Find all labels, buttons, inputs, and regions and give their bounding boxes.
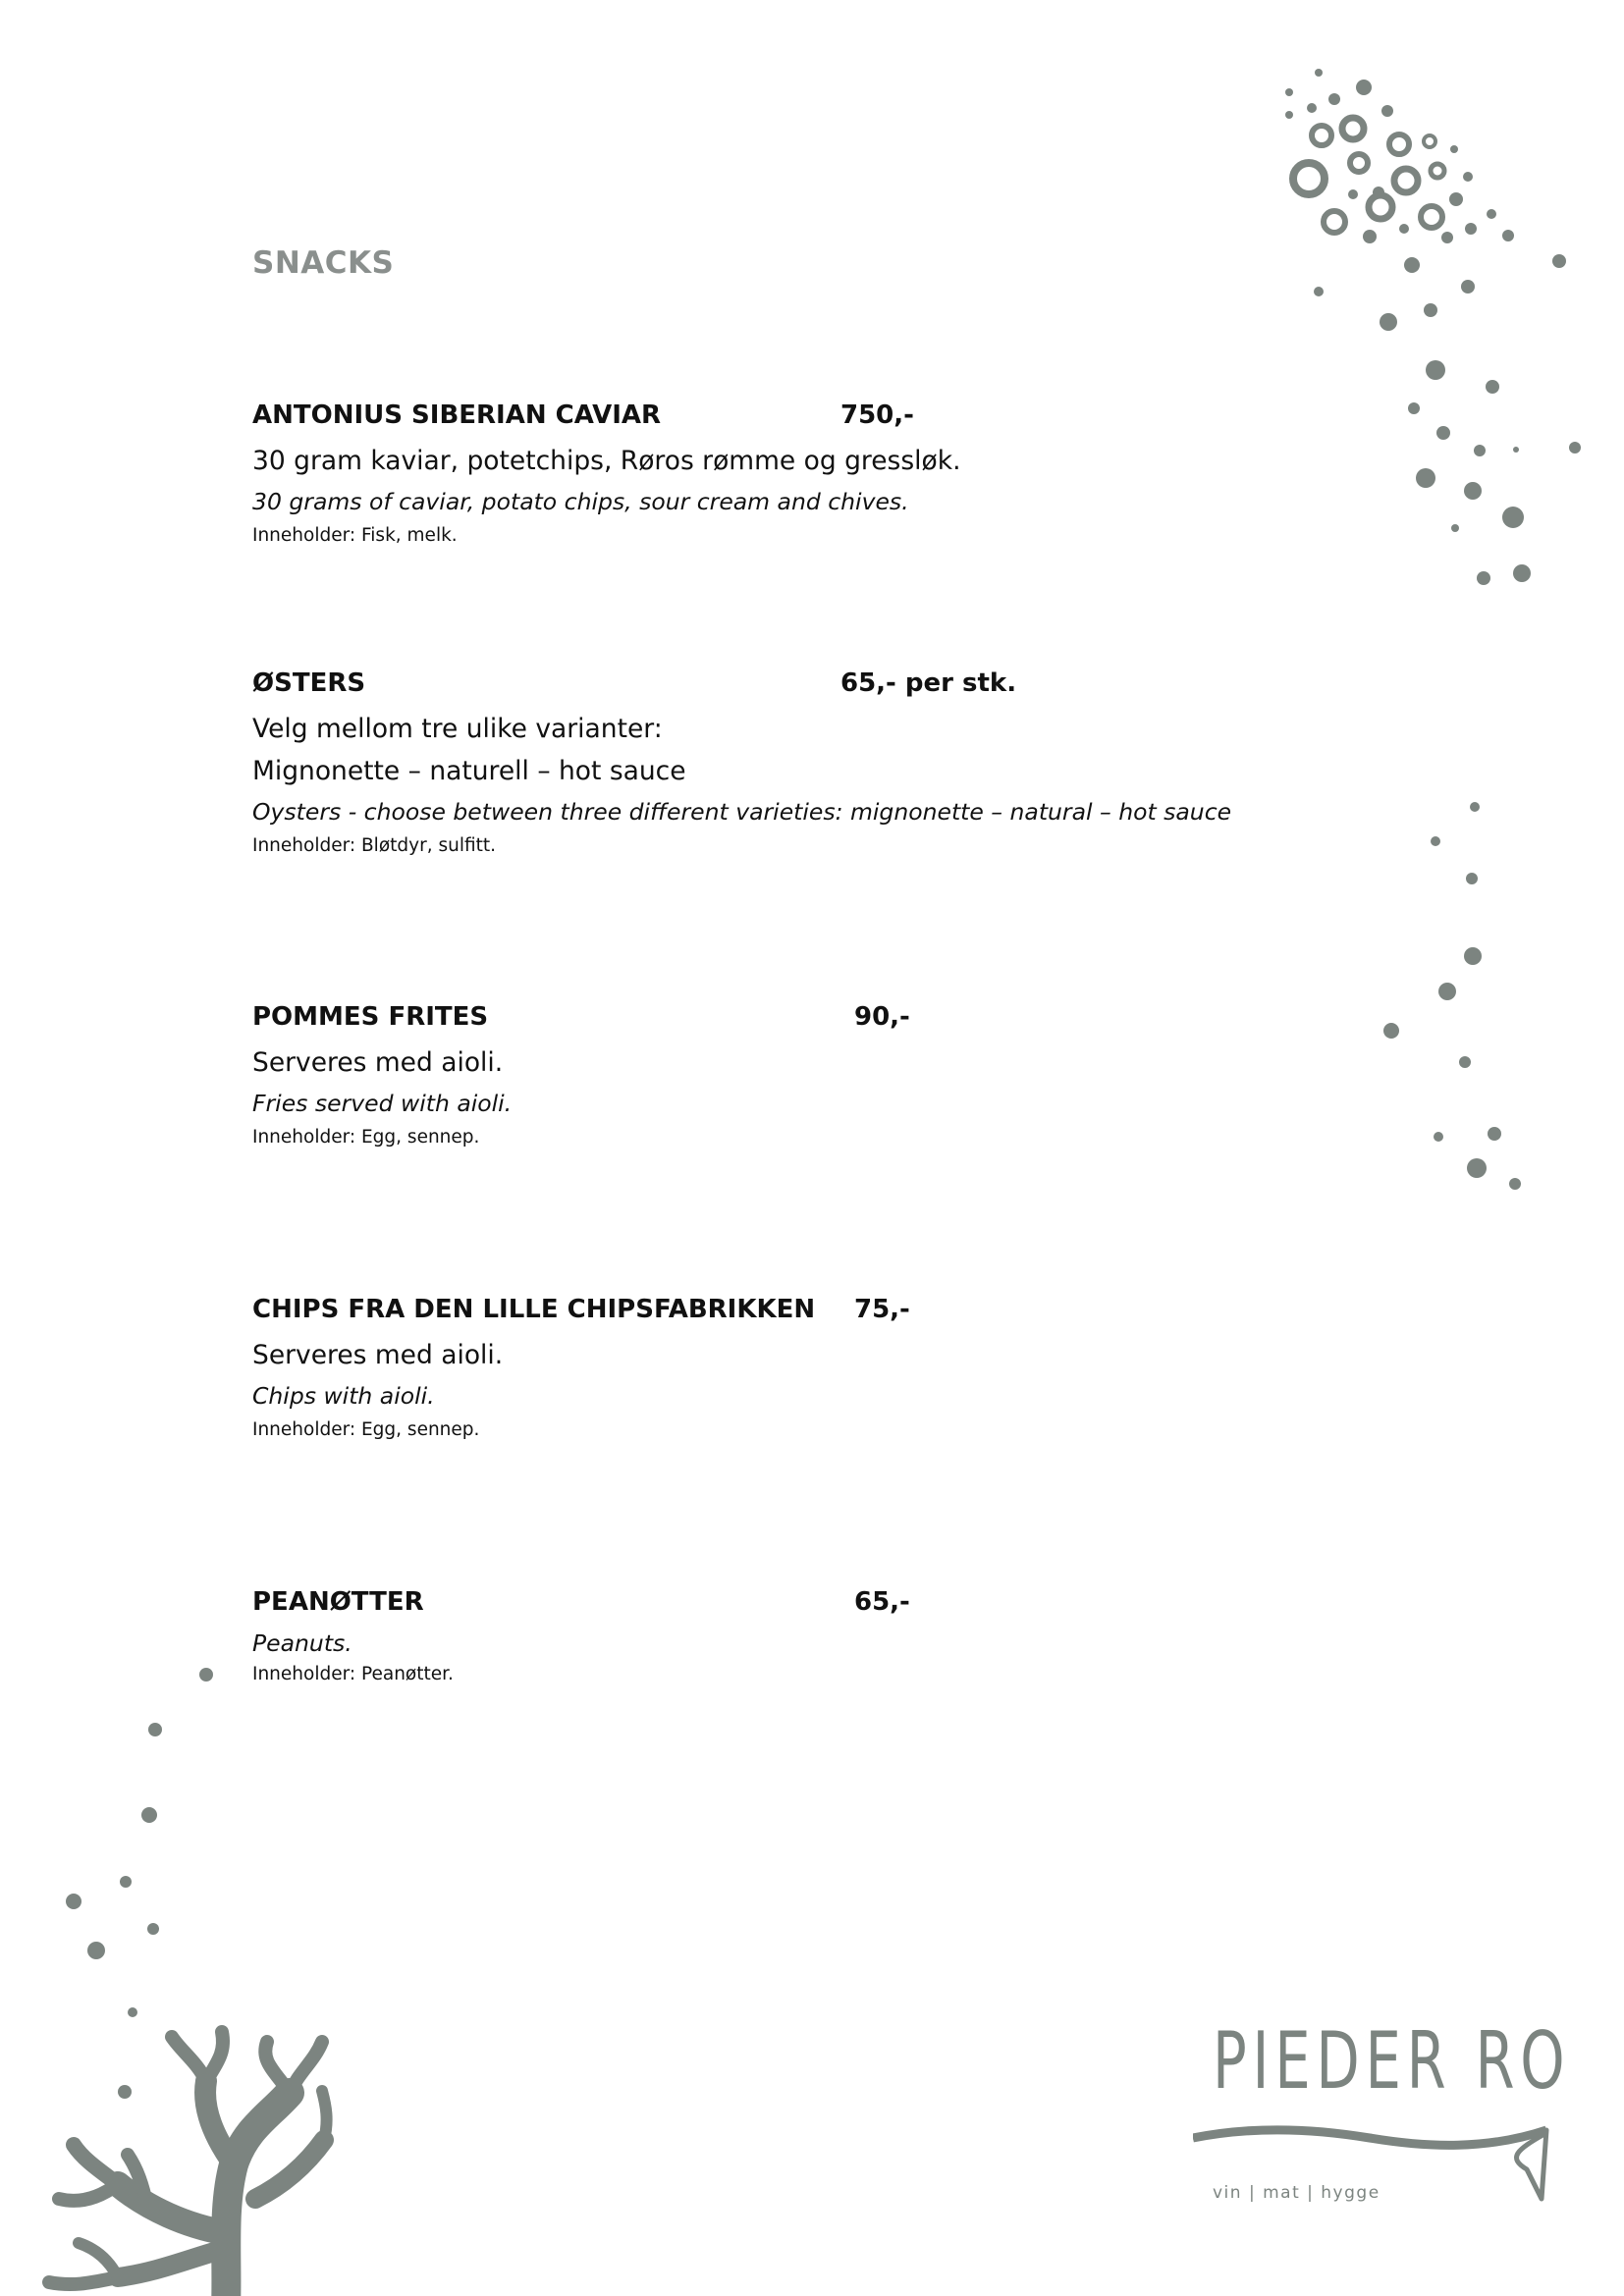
menu-item bbox=[252, 1002, 1234, 1152]
item-description-no: 30 gram kaviar, potetchips, Røros rømme og gressløk. bbox=[252, 446, 961, 476]
item-allergens: Inneholder: Peanøtter. bbox=[252, 1664, 454, 1684]
item-description-no: Mignonette – naturell – hot sauce bbox=[252, 756, 686, 786]
item-price: 65,- per stk. bbox=[840, 668, 1017, 698]
item-price: 750,- bbox=[840, 400, 914, 430]
item-description-no: Velg mellom tre ulike varianter: bbox=[252, 714, 663, 744]
item-name: ØSTERS bbox=[252, 668, 366, 698]
item-allergens: Inneholder: Egg, sennep. bbox=[252, 1419, 480, 1440]
item-name: ANTONIUS SIBERIAN CAVIAR bbox=[252, 400, 662, 430]
item-name: CHIPS FRA DEN LILLE CHIPSFABRIKKEN bbox=[252, 1295, 816, 1324]
logo-name: PIEDER RO bbox=[1213, 2015, 1571, 2107]
item-description-en: Chips with aioli. bbox=[252, 1382, 435, 1410]
item-name: PEANØTTER bbox=[252, 1587, 424, 1617]
brand-logo bbox=[1193, 2015, 1571, 2218]
item-allergens: Inneholder: Bløtdyr, sulfitt. bbox=[252, 835, 496, 856]
item-description-en: 30 grams of caviar, potato chips, sour cream and chives. bbox=[252, 488, 909, 515]
item-description-en: Oysters - choose between three different varieties: mignonette – natural – hot sauce bbox=[252, 798, 1232, 826]
logo-tagline: vin | mat | hygge bbox=[1213, 2183, 1380, 2203]
item-price: 75,- bbox=[854, 1295, 910, 1324]
menu-item bbox=[252, 668, 1234, 861]
item-name: POMMES FRITES bbox=[252, 1002, 489, 1032]
menu-item bbox=[252, 400, 1234, 551]
coral-illustration bbox=[49, 2032, 327, 2296]
item-description-no: Serveres med aioli. bbox=[252, 1340, 504, 1370]
item-price: 90,- bbox=[854, 1002, 910, 1032]
section-title: SNACKS bbox=[252, 245, 395, 281]
item-price: 65,- bbox=[854, 1587, 910, 1617]
logo-wave-icon bbox=[1193, 2120, 1566, 2218]
item-description-en: Peanuts. bbox=[252, 1629, 352, 1657]
item-allergens: Inneholder: Egg, sennep. bbox=[252, 1127, 480, 1148]
item-allergens: Inneholder: Fisk, melk. bbox=[252, 525, 458, 546]
item-description-en: Fries served with aioli. bbox=[252, 1090, 513, 1117]
item-description-no: Serveres med aioli. bbox=[252, 1047, 504, 1078]
menu-item bbox=[252, 1295, 1234, 1445]
menu-item bbox=[252, 1587, 1234, 1689]
